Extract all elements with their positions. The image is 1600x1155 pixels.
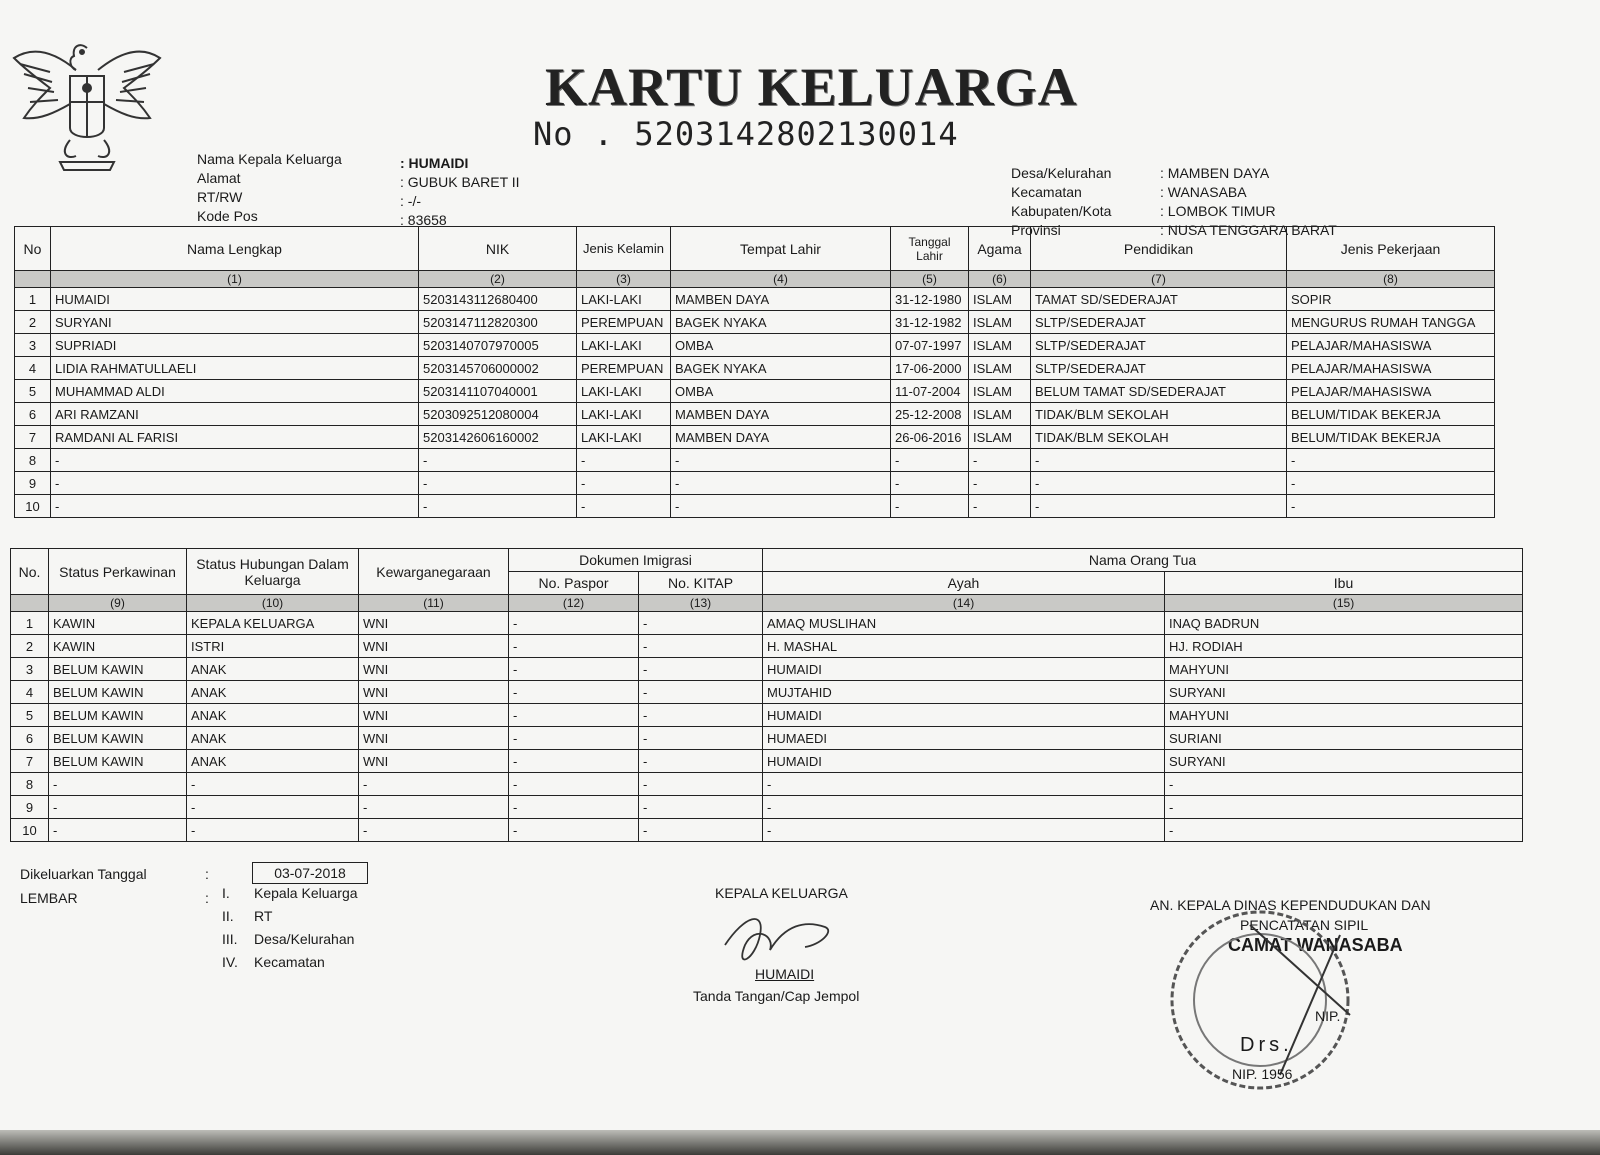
col-mother: Ibu xyxy=(1165,572,1523,595)
column-number-cell: (11) xyxy=(359,595,509,612)
value-district: : WANASABA xyxy=(1160,184,1247,200)
mother-name: MAHYUNI xyxy=(1165,704,1523,727)
table-row xyxy=(15,311,1495,334)
member-occupation: BELUM/TIDAK BEKERJA xyxy=(1287,403,1495,426)
table-row xyxy=(11,796,1523,819)
label-regency: Kabupaten/Kota xyxy=(1011,203,1112,219)
member-name: ARI RAMZANI xyxy=(51,403,419,426)
kitap-no: - xyxy=(639,727,763,750)
member-birthplace: BAGEK NYAKA xyxy=(671,311,891,334)
citizenship: - xyxy=(359,773,509,796)
citizenship: WNI xyxy=(359,681,509,704)
member-birthplace: OMBA xyxy=(671,334,891,357)
member-nik: 5203140707970005 xyxy=(419,334,577,357)
father-name: AMAQ MUSLIHAN xyxy=(763,612,1165,635)
marital-status: BELUM KAWIN xyxy=(49,704,187,727)
column-number-cell: (8) xyxy=(1287,271,1495,288)
passport-no: - xyxy=(509,658,639,681)
mother-name: - xyxy=(1165,796,1523,819)
member-nik: 5203145706000002 xyxy=(419,357,577,380)
label-head-of-family: Nama Kepala Keluarga xyxy=(197,151,342,167)
member-nik: 5203092512080004 xyxy=(419,403,577,426)
member-occupation: PELAJAR/MAHASISWA xyxy=(1287,357,1495,380)
member-gender: - xyxy=(577,449,671,472)
member-gender: LAKI-LAKI xyxy=(577,334,671,357)
mother-name: HJ. RODIAH xyxy=(1165,635,1523,658)
member-religion: - xyxy=(969,495,1031,518)
label-postal-code: Kode Pos xyxy=(197,208,258,224)
col-no: No xyxy=(15,227,51,271)
member-occupation: PELAJAR/MAHASISWA xyxy=(1287,380,1495,403)
issued-date-value: 03-07-2018 xyxy=(252,862,368,884)
member-birthplace: MAMBEN DAYA xyxy=(671,403,891,426)
signature-caption: Tanda Tangan/Cap Jempol xyxy=(693,988,860,1004)
member-birthplace: - xyxy=(671,472,891,495)
member-occupation: - xyxy=(1287,472,1495,495)
family-relation: ANAK xyxy=(187,750,359,773)
col-father: Ayah xyxy=(763,572,1165,595)
member-religion: ISLAM xyxy=(969,403,1031,426)
family-relation: ANAK xyxy=(187,704,359,727)
family-members-table xyxy=(14,226,1495,518)
member-name: MUHAMMAD ALDI xyxy=(51,380,419,403)
member-birthplace: MAMBEN DAYA xyxy=(671,426,891,449)
table-row xyxy=(15,472,1495,495)
kitap-no: - xyxy=(639,681,763,704)
lembar-item: II. RT xyxy=(222,908,273,924)
member-nik: - xyxy=(419,449,577,472)
col-birthplace: Tempat Lahir xyxy=(671,227,891,271)
header-left-labels xyxy=(197,150,342,226)
passport-no: - xyxy=(509,819,639,842)
father-name: MUJTAHID xyxy=(763,681,1165,704)
member-birthplace: - xyxy=(671,449,891,472)
column-number-cell: (5) xyxy=(891,271,969,288)
member-religion: ISLAM xyxy=(969,426,1031,449)
member-birthdate: 31-12-1982 xyxy=(891,311,969,334)
member-birthdate: 11-07-2004 xyxy=(891,380,969,403)
lembar-label: LEMBAR xyxy=(20,890,78,906)
family-status-table xyxy=(10,548,1523,842)
member-education: SLTP/SEDERAJAT xyxy=(1031,311,1287,334)
passport-no: - xyxy=(509,727,639,750)
member-gender: LAKI-LAKI xyxy=(577,426,671,449)
lembar-list xyxy=(222,882,358,974)
member-birthplace: BAGEK NYAKA xyxy=(671,357,891,380)
column-number-row xyxy=(11,595,1523,612)
family-relation: KEPALA KELUARGA xyxy=(187,612,359,635)
passport-no: - xyxy=(509,704,639,727)
value-village: : MAMBEN DAYA xyxy=(1160,165,1270,181)
member-name: SUPRIADI xyxy=(51,334,419,357)
header-left-values xyxy=(400,154,520,230)
table-row xyxy=(11,704,1523,727)
col-family-relation: Status Hubungan Dalam Keluarga xyxy=(187,549,359,595)
head-of-family-name: HUMAIDI xyxy=(755,966,815,982)
member-nik: 5203147112820300 xyxy=(419,311,577,334)
member-birthdate: 07-07-1997 xyxy=(891,334,969,357)
row-no: 1 xyxy=(15,288,51,311)
marital-status: - xyxy=(49,819,187,842)
member-education: - xyxy=(1031,472,1287,495)
father-name: - xyxy=(763,796,1165,819)
column-number-cell: (1) xyxy=(51,271,419,288)
member-religion: ISLAM xyxy=(969,311,1031,334)
column-number-cell: (7) xyxy=(1031,271,1287,288)
col-religion: Agama xyxy=(969,227,1031,271)
row-no: 9 xyxy=(11,796,49,819)
lembar-item: I. Kepala Keluarga xyxy=(222,885,358,901)
member-birthplace: MAMBEN DAYA xyxy=(671,288,891,311)
member-gender: LAKI-LAKI xyxy=(577,380,671,403)
member-occupation: - xyxy=(1287,449,1495,472)
table-row xyxy=(11,635,1523,658)
citizenship: WNI xyxy=(359,658,509,681)
member-nik: 5203142606160002 xyxy=(419,426,577,449)
member-religion: ISLAM xyxy=(969,357,1031,380)
row-no: 7 xyxy=(11,750,49,773)
table-row xyxy=(15,334,1495,357)
member-birthplace: - xyxy=(671,495,891,518)
passport-no: - xyxy=(509,635,639,658)
mother-name: SURYANI xyxy=(1165,681,1523,704)
table-row xyxy=(15,288,1495,311)
row-no: 8 xyxy=(15,449,51,472)
row-no: 7 xyxy=(15,426,51,449)
column-number-cell: (13) xyxy=(639,595,763,612)
column-number-cell: (4) xyxy=(671,271,891,288)
member-religion: ISLAM xyxy=(969,334,1031,357)
mother-name: SURYANI xyxy=(1165,750,1523,773)
marital-status: - xyxy=(49,796,187,819)
row-no: 10 xyxy=(15,495,51,518)
kitap-no: - xyxy=(639,796,763,819)
row-no: 3 xyxy=(11,658,49,681)
member-occupation: - xyxy=(1287,495,1495,518)
kitap-no: - xyxy=(639,704,763,727)
father-name: - xyxy=(763,773,1165,796)
table-row xyxy=(11,773,1523,796)
document-title: KARTU KELUARGA xyxy=(545,57,1078,117)
issued-date-separator: : xyxy=(205,866,209,882)
father-name: - xyxy=(763,819,1165,842)
mother-name: - xyxy=(1165,819,1523,842)
column-number-cell: (2) xyxy=(419,271,577,288)
row-no: 1 xyxy=(11,612,49,635)
col-education: Pendidikan xyxy=(1031,227,1287,271)
column-number-cell: (12) xyxy=(509,595,639,612)
member-birthdate: - xyxy=(891,495,969,518)
father-name: HUMAIDI xyxy=(763,658,1165,681)
row-no: 3 xyxy=(15,334,51,357)
col-citizenship: Kewarganegaraan xyxy=(359,549,509,595)
table-row xyxy=(11,727,1523,750)
official-title-line3: CAMAT WANASABA xyxy=(1228,935,1403,955)
marital-status: BELUM KAWIN xyxy=(49,727,187,750)
column-number-cell: (9) xyxy=(49,595,187,612)
member-education: SLTP/SEDERAJAT xyxy=(1031,334,1287,357)
kitap-no: - xyxy=(639,635,763,658)
kitap-no: - xyxy=(639,612,763,635)
col-birthdate: Tanggal Lahir xyxy=(891,227,969,271)
col-immigration-docs: Dokumen Imigrasi xyxy=(509,549,763,572)
garuda-emblem-icon xyxy=(10,28,165,178)
member-religion: ISLAM xyxy=(969,288,1031,311)
column-number-cell xyxy=(15,271,51,288)
row-no: 5 xyxy=(15,380,51,403)
member-education: - xyxy=(1031,495,1287,518)
value-regency: : LOMBOK TIMUR xyxy=(1160,203,1276,219)
column-number-row xyxy=(15,271,1495,288)
member-occupation: BELUM/TIDAK BEKERJA xyxy=(1287,426,1495,449)
table-row xyxy=(11,681,1523,704)
member-occupation: PELAJAR/MAHASISWA xyxy=(1287,334,1495,357)
col-occupation: Jenis Pekerjaan xyxy=(1287,227,1495,271)
passport-no: - xyxy=(509,796,639,819)
member-gender: PEREMPUAN xyxy=(577,311,671,334)
father-name: HUMAIDI xyxy=(763,750,1165,773)
citizenship: WNI xyxy=(359,704,509,727)
citizenship: WNI xyxy=(359,612,509,635)
col-nik: NIK xyxy=(419,227,577,271)
kitap-no: - xyxy=(639,750,763,773)
member-birthdate: 31-12-1980 xyxy=(891,288,969,311)
col2-no: No. xyxy=(11,549,49,595)
member-education: TAMAT SD/SEDERAJAT xyxy=(1031,288,1287,311)
value-head-of-family: : HUMAIDI xyxy=(400,155,469,171)
passport-no: - xyxy=(509,681,639,704)
marital-status: BELUM KAWIN xyxy=(49,681,187,704)
family-card-number: No . 5203142802130014 xyxy=(533,115,959,153)
member-name: HUMAIDI xyxy=(51,288,419,311)
mother-name: MAHYUNI xyxy=(1165,658,1523,681)
member-name: LIDIA RAHMATULLAELI xyxy=(51,357,419,380)
official-nip-bottom: NIP. 1956 xyxy=(1232,1066,1293,1082)
value-postal-code: : 83658 xyxy=(400,212,447,228)
column-number-cell: (6) xyxy=(969,271,1031,288)
official-nip-label: NIP. xyxy=(1315,1008,1341,1024)
label-province: Provinsi xyxy=(1011,222,1061,238)
member-name: RAMDANI AL FARISI xyxy=(51,426,419,449)
table-row xyxy=(11,819,1523,842)
member-education: SLTP/SEDERAJAT xyxy=(1031,357,1287,380)
lembar-separator: : xyxy=(205,890,209,906)
kitap-no: - xyxy=(639,658,763,681)
row-no: 6 xyxy=(15,403,51,426)
member-education: TIDAK/BLM SEKOLAH xyxy=(1031,426,1287,449)
label-district: Kecamatan xyxy=(1011,184,1082,200)
marital-status: - xyxy=(49,773,187,796)
official-title-line1: AN. KEPALA DINAS KEPENDUDUKAN DAN xyxy=(1150,897,1431,913)
member-religion: - xyxy=(969,449,1031,472)
col-gender: Jenis Kelamin xyxy=(577,227,671,271)
row-no: 4 xyxy=(15,357,51,380)
label-address: Alamat xyxy=(197,170,241,186)
table-row xyxy=(15,449,1495,472)
member-nik: 5203141107040001 xyxy=(419,380,577,403)
father-name: H. MASHAL xyxy=(763,635,1165,658)
row-no: 2 xyxy=(11,635,49,658)
col-full-name: Nama Lengkap xyxy=(51,227,419,271)
member-education: BELUM TAMAT SD/SEDERAJAT xyxy=(1031,380,1287,403)
table-row xyxy=(15,426,1495,449)
kitap-no: - xyxy=(639,773,763,796)
father-name: HUMAIDI xyxy=(763,704,1165,727)
col-marital-status: Status Perkawinan xyxy=(49,549,187,595)
member-birthdate: 17-06-2000 xyxy=(891,357,969,380)
table-row xyxy=(15,495,1495,518)
citizenship: - xyxy=(359,796,509,819)
column-number-cell xyxy=(11,595,49,612)
label-village: Desa/Kelurahan xyxy=(1011,165,1112,181)
value-rt-rw: : -/- xyxy=(400,193,421,209)
member-birthdate: 26-06-2016 xyxy=(891,426,969,449)
label-rt-rw: RT/RW xyxy=(197,189,243,205)
column-number-cell: (3) xyxy=(577,271,671,288)
mother-name: INAQ BADRUN xyxy=(1165,612,1523,635)
member-gender: PEREMPUAN xyxy=(577,357,671,380)
member-nik: 5203143112680400 xyxy=(419,288,577,311)
member-education: - xyxy=(1031,449,1287,472)
marital-status: BELUM KAWIN xyxy=(49,658,187,681)
column-number-cell: (15) xyxy=(1165,595,1523,612)
table-row xyxy=(15,403,1495,426)
row-no: 8 xyxy=(11,773,49,796)
family-relation: ANAK xyxy=(187,727,359,750)
table-row xyxy=(11,658,1523,681)
member-gender: - xyxy=(577,472,671,495)
value-address: : GUBUK BARET II xyxy=(400,174,520,190)
father-name: HUMAEDI xyxy=(763,727,1165,750)
column-number-cell: (10) xyxy=(187,595,359,612)
row-no: 5 xyxy=(11,704,49,727)
column-number-cell: (14) xyxy=(763,595,1165,612)
official-drs: Drs. xyxy=(1240,1034,1293,1056)
member-birthdate: - xyxy=(891,472,969,495)
member-birthplace: OMBA xyxy=(671,380,891,403)
col-kitap-no: No. KITAP xyxy=(639,572,763,595)
member-name: - xyxy=(51,495,419,518)
citizenship: WNI xyxy=(359,750,509,773)
lembar-item: III. Desa/Kelurahan xyxy=(222,931,355,947)
official-title-line2: PENCATATAN SIPIL xyxy=(1240,917,1369,933)
table-row xyxy=(15,380,1495,403)
family-relation: - xyxy=(187,773,359,796)
member-education: TIDAK/BLM SEKOLAH xyxy=(1031,403,1287,426)
citizenship: WNI xyxy=(359,727,509,750)
value-province: : NUSA TENGGARA BARAT xyxy=(1160,222,1337,238)
family-relation: ISTRI xyxy=(187,635,359,658)
member-name: - xyxy=(51,472,419,495)
row-no: 2 xyxy=(15,311,51,334)
mother-name: SURIANI xyxy=(1165,727,1523,750)
family-relation: ANAK xyxy=(187,658,359,681)
passport-no: - xyxy=(509,750,639,773)
table-row xyxy=(11,750,1523,773)
table-row xyxy=(15,357,1495,380)
col-parents-names: Nama Orang Tua xyxy=(763,549,1523,572)
row-no: 9 xyxy=(15,472,51,495)
passport-no: - xyxy=(509,773,639,796)
member-gender: - xyxy=(577,495,671,518)
family-relation: - xyxy=(187,796,359,819)
member-religion: - xyxy=(969,472,1031,495)
family-relation: - xyxy=(187,819,359,842)
issued-date-label: Dikeluarkan Tanggal xyxy=(20,866,147,882)
passport-no: - xyxy=(509,612,639,635)
member-name: SURYANI xyxy=(51,311,419,334)
member-nik: - xyxy=(419,495,577,518)
signature-icon xyxy=(715,905,845,975)
row-no: 6 xyxy=(11,727,49,750)
citizenship: WNI xyxy=(359,635,509,658)
member-nik: - xyxy=(419,472,577,495)
head-of-family-title: KEPALA KELUARGA xyxy=(715,885,848,901)
col-passport-no: No. Paspor xyxy=(509,572,639,595)
member-birthdate: - xyxy=(891,449,969,472)
member-occupation: SOPIR xyxy=(1287,288,1495,311)
marital-status: KAWIN xyxy=(49,635,187,658)
marital-status: BELUM KAWIN xyxy=(49,750,187,773)
member-religion: ISLAM xyxy=(969,380,1031,403)
mother-name: - xyxy=(1165,773,1523,796)
family-relation: ANAK xyxy=(187,681,359,704)
citizenship: - xyxy=(359,819,509,842)
table-row xyxy=(11,612,1523,635)
marital-status: KAWIN xyxy=(49,612,187,635)
member-birthdate: 25-12-2008 xyxy=(891,403,969,426)
lembar-item: IV. Kecamatan xyxy=(222,954,325,970)
member-gender: LAKI-LAKI xyxy=(577,403,671,426)
row-no: 10 xyxy=(11,819,49,842)
member-occupation: MENGURUS RUMAH TANGGA xyxy=(1287,311,1495,334)
kitap-no: - xyxy=(639,819,763,842)
page-edge-shadow xyxy=(0,1130,1600,1155)
member-name: - xyxy=(51,449,419,472)
member-gender: LAKI-LAKI xyxy=(577,288,671,311)
row-no: 4 xyxy=(11,681,49,704)
